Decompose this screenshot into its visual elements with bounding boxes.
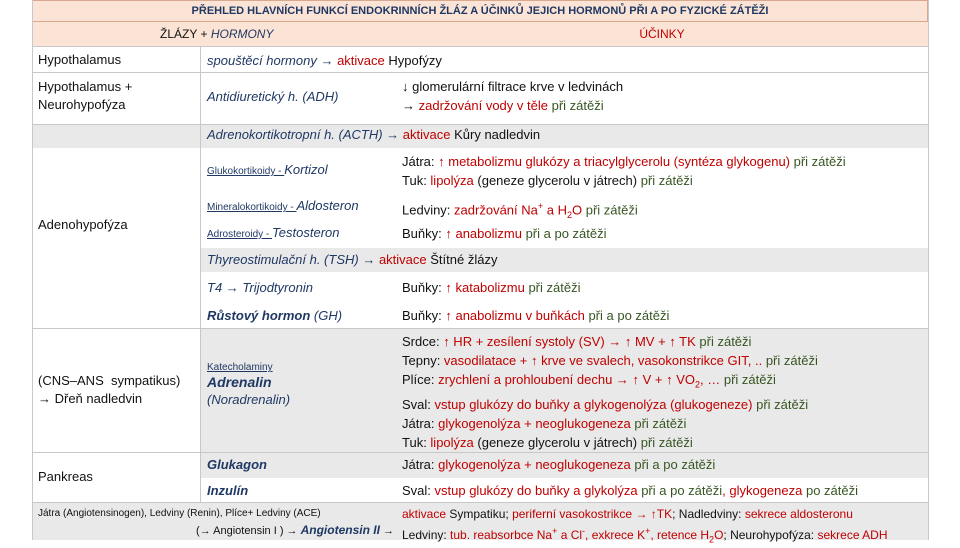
kortizol-hormone: [207, 162, 328, 177]
inzulin-hormone: Inzulín: [207, 483, 249, 498]
testosteron-text: ↑ anabolizmu: [445, 226, 522, 241]
aldosteron-text-2: a H: [543, 202, 567, 218]
gh-text: ↑ anabolizmu v buňkách: [445, 308, 585, 323]
aldosteron-hormone: [207, 198, 359, 213]
effect-tuk: lipolýza: [430, 434, 474, 450]
angio-text-8: sekrece ADH: [817, 528, 888, 542]
inzulin-when: při a po zátěži: [637, 483, 723, 498]
tsh-act: aktivace: [378, 252, 427, 267]
gland-hypothalamus: Hypothalamus: [38, 52, 122, 67]
kortizol-text-2: lipolýza: [430, 173, 474, 188]
testosteron-organ: Buňky:: [402, 226, 446, 241]
hypothalamus-hormone: [207, 51, 442, 70]
effect-sval: vstup glukózy do buňky a glykogenolýza (glukogeneze): [434, 396, 753, 412]
neuro-arrow: →: [402, 98, 419, 113]
adrenalin-effect-tepny: [402, 351, 818, 370]
angio-text-7: O: [714, 528, 724, 542]
angio-effects: [402, 506, 888, 548]
neuro-hormone: Antidiuretický h. (ADH): [207, 89, 339, 104]
row-line: [32, 46, 928, 47]
kortizol-note-2: (geneze glycerolu v játrech): [473, 173, 641, 188]
glukagon-effect: [402, 455, 715, 474]
hypothalamus-target: Hypofýzy: [384, 53, 442, 68]
t4-effect: [402, 278, 580, 297]
header-glands: [32, 22, 396, 46]
adrenalin-effect-tuk: [402, 433, 818, 452]
inzulin-when-2: po zátěži: [802, 483, 859, 498]
row-line: [32, 452, 928, 453]
angio-organ-neuro: ; Neurohypofýza:: [723, 528, 818, 542]
gland-dren-nadledvin: [38, 372, 180, 408]
when-srdce: při zátěži: [695, 334, 752, 349]
neuro-effect-1: ↓ glomerulární filtrace krve v ledvinách: [402, 79, 624, 94]
t4-organ: Buňky:: [402, 280, 446, 295]
angio-chain-c: →: [379, 525, 394, 537]
header-hormones-label: HORMONY: [210, 27, 274, 41]
kortizol-pre: Glukokortikoidy -: [207, 166, 285, 177]
row-line: [32, 328, 928, 329]
gh-effect: [402, 306, 669, 325]
adrenalin-effect-srdce: [402, 332, 818, 351]
adeno-gland-white: [32, 148, 200, 328]
aldosteron-text-3: O: [572, 202, 583, 218]
organ-plice: Plíce:: [402, 372, 439, 387]
aldosteron-effect: [402, 197, 638, 225]
gland-pankreas: Pankreas: [38, 469, 93, 484]
effect-plice: zrychlení a prohloubení dechu → ↑ V + ↑ VO: [438, 372, 696, 387]
neuro-effect-text: zadržování vody v těle: [418, 98, 548, 113]
kortizol-effect-2: [402, 171, 846, 190]
gh-abbr: (GH): [310, 308, 343, 323]
glukagon-organ: Játra:: [402, 457, 439, 472]
testosteron-hormone: [207, 225, 339, 240]
hypothalamus-act: aktivace: [337, 53, 385, 68]
header-effects: ÚČINKY: [396, 22, 928, 46]
kortizol-text-1: ↑ metabolizmu glukózy a triacylglycerolu (syntéza glykogenu): [438, 154, 791, 169]
angio-act: aktivace: [402, 507, 447, 521]
col-line: [200, 46, 201, 502]
row-line: [32, 502, 928, 503]
glukagon-text: glykogenolýza + neoglukogeneza: [438, 457, 631, 472]
kortizol-when-1: při zátěži: [790, 154, 846, 169]
angio-text-3: tub. reabsorbce Na: [450, 528, 553, 542]
organ-jatra: Játra:: [402, 415, 439, 431]
header-glands-label: ŽLÁZY +: [160, 27, 211, 41]
tsh-hormone: Thyreostimulační h. (TSH) →: [207, 252, 379, 267]
tsh-row: [207, 249, 497, 271]
neuro-effect-2: [402, 96, 623, 115]
angio-chain-a: (→ Angiotensin I ) →: [196, 525, 301, 537]
effect-jatra: glykogenolýza + neoglukogeneza: [438, 415, 631, 431]
angio-left: [38, 506, 398, 539]
acth-target: Kůry nadledvin: [450, 127, 541, 142]
aldosteron-when: při zátěži: [582, 202, 638, 218]
angio-sup-3: +: [645, 526, 651, 536]
testosteron-name: Testosteron: [272, 225, 340, 240]
inzulin-text: vstup glukózy do buňky a glykolýza: [434, 483, 638, 498]
neuro-when: při zátěži: [547, 98, 604, 113]
gh-organ: Buňky:: [402, 308, 446, 323]
noradrenalin-name: (Noradrenalin): [207, 392, 291, 407]
gland-adenohypofyza: Adenohypofýza: [38, 217, 128, 232]
angio-sources: Játra (Angiotensinogen), Ledviny (Renin), Plíce+ Ledviny (ACE): [38, 508, 321, 519]
kortizol-when-2: při zátěži: [640, 173, 693, 188]
t4-when: při zátěži: [524, 280, 581, 295]
adrenalin-name: Adrenalin: [207, 374, 272, 390]
adrenalin-hormone: [207, 362, 290, 409]
angio-text-1: periferní vasokostrikce → ↑TK: [512, 507, 673, 521]
acth-row: [207, 124, 540, 146]
neuro-gland-line2: Neurohypofýza: [38, 97, 126, 112]
tsh-target: Štítné žlázy: [426, 252, 498, 267]
angio-sup-2: -: [582, 526, 586, 536]
neuro-gland-line1: Hypothalamus +: [38, 79, 133, 94]
adrenalin-effect-plice: [402, 370, 818, 395]
inzulin-text-2: , glykogeneza: [722, 483, 803, 498]
kortizol-effects: [402, 152, 846, 190]
kortizol-organ-1: Játra:: [402, 154, 439, 169]
aldosteron-sup: +: [537, 201, 544, 211]
aldosteron-text: zadržování Na: [454, 202, 538, 218]
organ-sval: Sval:: [402, 396, 435, 412]
kortizol-effect-1: [402, 152, 846, 171]
organ-srdce: Srdce:: [402, 334, 444, 349]
aldosteron-sub: 2: [566, 209, 572, 220]
kortizol-name: Kortizol: [284, 162, 328, 177]
angio-sub: 2: [709, 534, 715, 545]
t4-hormone: T4 → Trijodtyronin: [207, 280, 313, 295]
hypothalamus-hormone-text: spouštěcí hormony →: [207, 53, 338, 68]
gland-neurohypofyza: [38, 78, 132, 114]
angio-text-5: , exkrece K: [585, 528, 646, 542]
angio-text-6: , retence H: [650, 528, 710, 542]
effect-srdce: ↑ HR + zesílení systoly (SV) → ↑ MV + ↑ TK: [443, 334, 696, 349]
neuro-effects: [402, 77, 623, 115]
angio-sup-1: +: [552, 526, 558, 536]
kortizol-organ-2: Tuk:: [402, 173, 431, 188]
testosteron-pre: Adrosteroidy -: [207, 229, 273, 240]
effect-plice-sub: 2: [695, 379, 701, 390]
adrenalin-pre: Katecholaminy: [207, 362, 273, 373]
when-tuk: při zátěži: [640, 434, 693, 450]
organ-tuk: Tuk:: [402, 434, 431, 450]
gh-when: při a po zátěži: [584, 308, 670, 323]
when-tepny: při zátěži: [762, 353, 818, 368]
gh-hormone: [207, 306, 342, 325]
angio-chain-b: Angiotensin II: [300, 523, 380, 537]
testosteron-effect: [402, 224, 607, 243]
when-jatra: při zátěži: [630, 415, 687, 431]
aldosteron-organ: Ledviny:: [402, 202, 455, 218]
dren-gland-line1: (CNS–ANS sympatikus): [38, 373, 181, 388]
testosteron-when: při a po zátěži: [521, 226, 607, 241]
adrenalin-effect-jatra: [402, 414, 818, 433]
angio-effect-2: [402, 523, 888, 548]
angio-chain: [38, 522, 398, 539]
angio-text-4: a Cl: [557, 528, 583, 542]
inzulin-effect: [402, 481, 858, 500]
when-sval: při zátěži: [752, 396, 809, 412]
glukagon-hormone: Glukagon: [207, 457, 267, 472]
adrenalin-effects: [402, 332, 818, 452]
when-plice: při zátěži: [720, 372, 776, 387]
col-line: [928, 0, 929, 540]
aldosteron-pre: Mineralokortikoidy -: [207, 202, 297, 213]
effect-tuk-note: (geneze glycerolu v játrech): [473, 434, 641, 450]
angio-organ-nadledviny: ; Nadledviny:: [672, 507, 745, 521]
page-title: PŘEHLED HLAVNÍCH FUNKCÍ ENDOKRINNÍCH ŽLÁZ A ÚČINKŮ JEJICH HORMONŮ PŘI A PO FYZICKÉ ZÁTĚŽI: [32, 0, 928, 22]
angio-text-2: sekrece aldosteronu: [744, 507, 853, 521]
organ-tepny: Tepny:: [402, 353, 444, 368]
glukagon-when: při a po zátěži: [630, 457, 716, 472]
t4-text: ↑ katabolizmu: [445, 280, 525, 295]
inzulin-organ: Sval:: [402, 483, 435, 498]
aldosteron-name: Aldosteron: [296, 198, 359, 213]
dren-gland-line2: → Dřeň nadledvin: [38, 391, 143, 406]
effect-tepny: vasodilatace + ↑ krve ve svalech, vasokonstrikce GIT, ..: [443, 353, 763, 368]
acth-act: aktivace: [402, 127, 451, 142]
angio-target: Sympatiku;: [446, 507, 513, 521]
angio-effect-1: [402, 506, 888, 523]
adrenalin-effect-sval: [402, 395, 818, 414]
angio-organ-ledviny: Ledviny:: [402, 528, 451, 542]
gh-name: Růstový hormon: [207, 308, 311, 323]
acth-hormone: Adrenokortikotropní h. (ACTH) →: [207, 127, 403, 142]
row-line: [32, 72, 928, 73]
col-line: [32, 0, 33, 540]
effect-plice-2: , …: [700, 372, 721, 387]
